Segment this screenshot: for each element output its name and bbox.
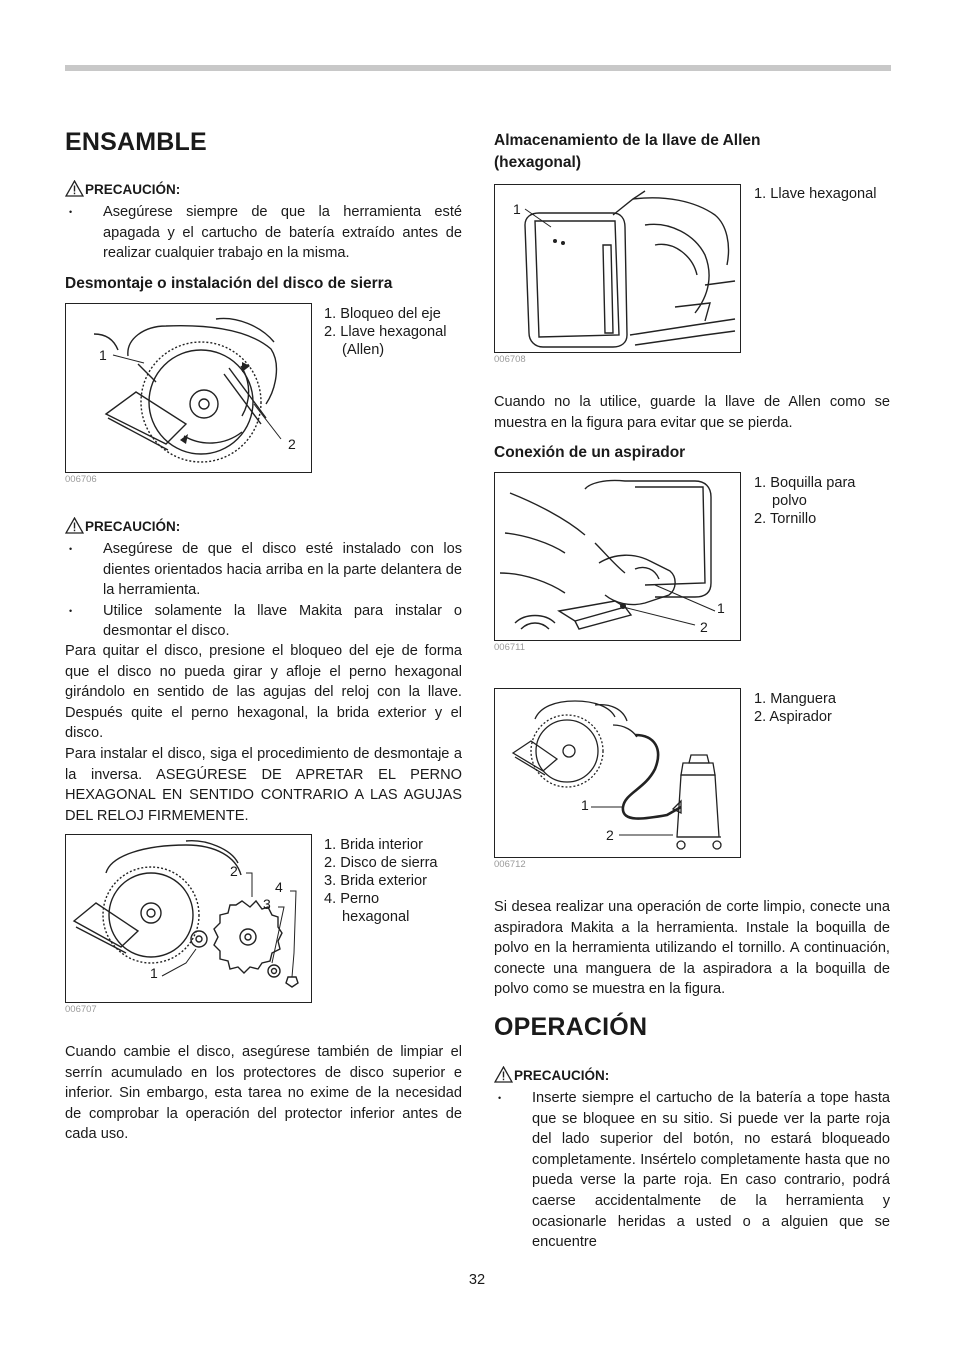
caution-bullet: • Asegúrese de que el disco esté instalado con los dientes orientados hacia arriba en la parte delantera de la herramienta. — [65, 539, 462, 601]
figure-legend — [324, 836, 438, 926]
figure-legend — [754, 474, 855, 528]
figure-saw-parts — [65, 834, 312, 1003]
warning-triangle-icon — [65, 517, 84, 534]
caution-bullet: • Utilice solamente la llave Makita para instalar o desmontar el disco. — [65, 601, 462, 642]
page-number: 32 — [468, 1272, 486, 1288]
callout-1: 1 — [150, 965, 158, 981]
caution-label: PRECAUCIÓN: — [85, 519, 181, 534]
subsection-title-allen-storage — [494, 130, 760, 174]
legend-item: 1. Llave hexagonal — [754, 186, 877, 202]
subsection-title-line: Almacenamiento de la llave de Allen — [494, 132, 761, 149]
legend-item: polvo — [772, 493, 807, 509]
callout-1: 1 — [99, 347, 107, 363]
paragraph-install-disc: Para instalar el disco, siga el procedimiento de desmontaje a la inversa. ASEGÚRESE DE APRETAR EL PERNO HEXAGONAL EN SENTIDO CONTRARIO A LAS AGUJAS DEL RELOJ FIRMEMENTE. — [65, 746, 462, 824]
figure-code: 006708 — [494, 354, 526, 365]
warning-triangle-icon — [494, 1066, 513, 1083]
legend-item: 2. Disco de sierra — [324, 855, 438, 871]
callout-2: 2 — [700, 619, 708, 635]
paragraph-allen-storage: Cuando no la utilice, guarde la llave de Allen como se muestra en la figura para evitar que se pierda. — [494, 394, 890, 431]
legend-item: 3. Brida exterior — [324, 873, 428, 889]
subsection-title-disco: Desmontaje o instalación del disco de sierra — [65, 275, 393, 292]
header-rule — [65, 65, 891, 71]
paragraph-remove-disc: Para quitar el disco, presione el bloqueo del eje de forma que el disco no pueda girar y afloje el perno hexagonal girándolo en sentido de las agujas del reloj con la llave. Después quite el perno hexagonal, la brida exterior y el disco. — [65, 643, 462, 742]
legend-item: 1. Boquilla para — [754, 475, 856, 491]
section-title-operacion: OPERACIÓN — [494, 1013, 648, 1041]
warning-triangle-icon — [65, 180, 84, 197]
paragraph-vacuum: Si desea realizar una operación de corte limpio, conecte una aspiradora Makita a la herramienta. Instale la boquilla de polvo en la herramienta utilizando el tornillo. A continuación, conecte una manguera de la aspiradora a la boquilla de polvo como se muestra en la figura. — [494, 899, 890, 998]
figure-saw-shaft-lock — [65, 303, 312, 473]
figure-allen-storage — [494, 184, 741, 353]
caution-heading — [65, 180, 180, 197]
caution-bullet: • Asegúrese siempre de que la herramienta esté apagada y el cartucho de batería extraído antes de realizar cualquier trabajo en la misma. — [65, 202, 462, 264]
figure-code: 006712 — [494, 859, 526, 870]
caution-list — [494, 1088, 890, 1254]
figure-vacuum-connection — [494, 688, 741, 858]
legend-item: 2. Llave hexagonal — [324, 324, 447, 340]
figure-code: 006707 — [65, 1004, 97, 1015]
caution-label: PRECAUCIÓN: — [85, 182, 181, 197]
figure-dust-nozzle — [494, 472, 741, 641]
subsection-title-vacuum: Conexión de un aspirador — [494, 444, 686, 461]
legend-item: (Allen) — [342, 342, 385, 358]
callout-1: 1 — [581, 797, 589, 813]
callout-3: 3 — [263, 896, 271, 912]
callout-2: 2 — [230, 863, 238, 879]
callout-1: 1 — [717, 600, 725, 616]
figure-legend — [754, 690, 836, 726]
caution-heading — [494, 1066, 609, 1083]
callout-2: 2 — [288, 436, 296, 452]
section-title-ensamble: ENSAMBLE — [65, 128, 207, 156]
paragraph-clean-guards: Cuando cambie el disco, asegúrese también de limpiar el serrín acumulado en los protectores de disco superior e inferior. Sin embargo, esta tarea no exime de la necesidad de comprobar la operación del protector inferior antes de cada uso. — [65, 1044, 462, 1143]
callout-2: 2 — [606, 827, 614, 843]
legend-item: 2. Tornillo — [754, 511, 817, 527]
subsection-title-line: (hexagonal) — [494, 154, 581, 171]
legend-item: 4. Perno — [324, 891, 380, 907]
caution-label: PRECAUCIÓN: — [514, 1068, 610, 1083]
caution-heading — [65, 517, 180, 534]
caution-bullet: • Inserte siempre el cartucho de la batería a tope hasta que se bloquee en su sitio. Si puede ver la parte roja del lado superior del botón, no estará bloqueado completamente. Insértelo completamente hasta que no pueda verse la parte roja. En caso contrario, podrá caerse accidentalmente de la herramienta y ocasionarle heridas a usted o a alguien que se encuentre — [494, 1088, 890, 1253]
callout-1: 1 — [513, 201, 521, 217]
figure-legend — [754, 185, 877, 203]
legend-item: 2. Aspirador — [754, 709, 832, 725]
caution-list — [65, 202, 462, 264]
callout-4: 4 — [275, 879, 283, 895]
figure-code: 006706 — [65, 474, 97, 485]
figure-code: 006711 — [494, 642, 525, 653]
figure-legend — [324, 305, 447, 359]
legend-item: 1. Manguera — [754, 691, 836, 707]
caution-list — [65, 539, 462, 642]
legend-item: 1. Brida interior — [324, 837, 423, 853]
legend-item: 1. Bloqueo del eje — [324, 306, 441, 322]
legend-item: hexagonal — [342, 909, 410, 925]
